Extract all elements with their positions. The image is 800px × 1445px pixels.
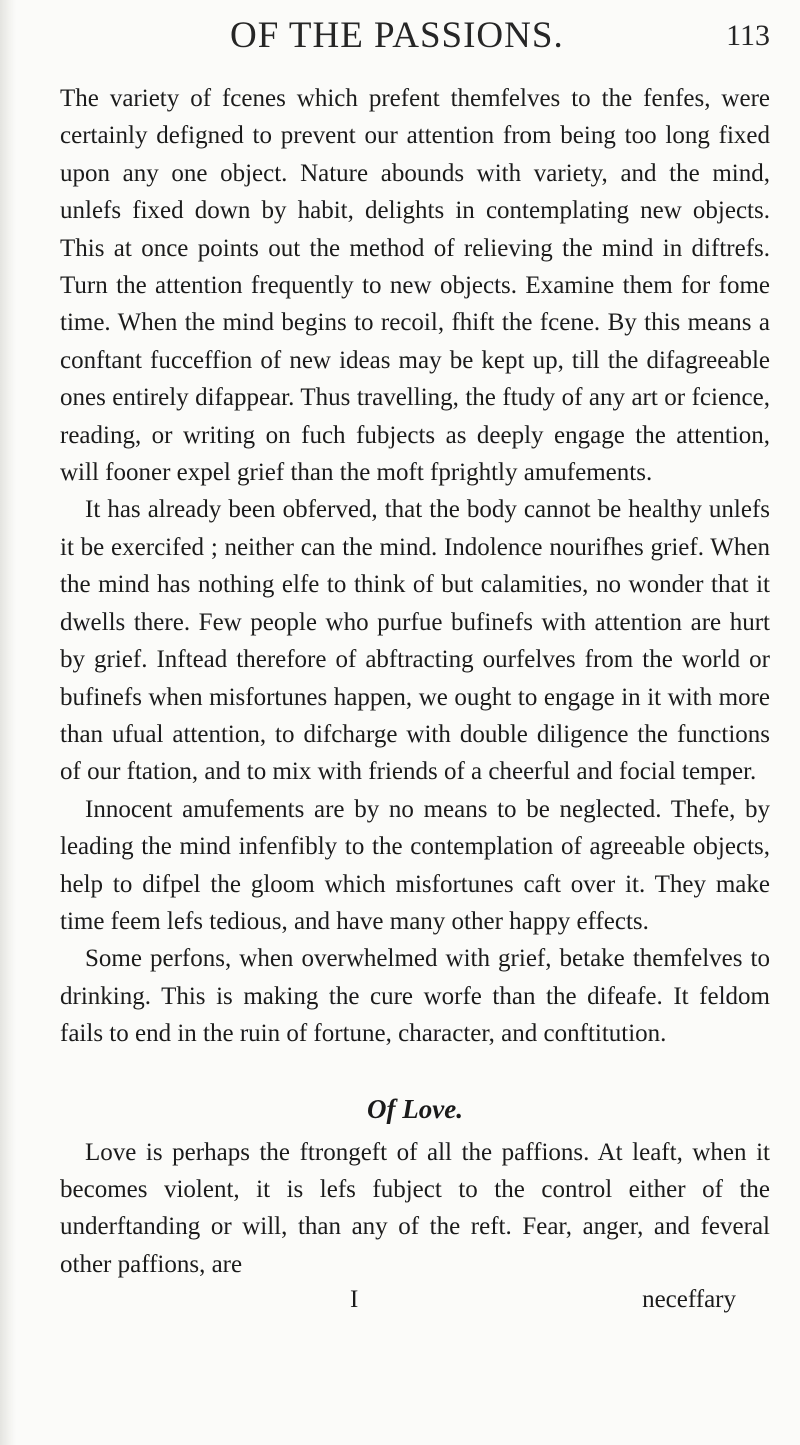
- running-head-title: OF THE PASSIONS.: [230, 15, 564, 56]
- paragraph-exercise: It has already been obferved, that the body cannot be healthy unlefs it be exercifed ; neither can the mind. Indolence nourifhes grief. When the mind has nothing elfe to think of but calamities, no wonder that it dwells there. Few people who purfue bufinefs with attention are hurt by grief. Inftead therefore of abftracting ourfelves from the world or bufinefs when misfortunes happen, we ought to engage in it with more than ufual attention, to difcharge with double diligence the functions of our ftation, and to mix with friends of a cheerful and focial temper.: [60, 496, 770, 786]
- running-head: [60, 8, 770, 80]
- paragraph-amusements: Innocent amufements are by no means to be neglected. Thefe, by leading the mind infenfibly to the contemplation of agreeable objects, help to difpel the gloom which misfortunes caft over it. They make time feem lefs tedious, and have many other happy effects.: [60, 795, 770, 935]
- paragraph-variety-of-scenes: The variety of fcenes which prefent themfelves to the fenfes, were certainly defigned to prevent our attention from being too long fixed upon any one object. Nature abounds with variety, and the mind, unlefs fixed down by habit, delights in contemplating new objects. This at once points out the method of relieving the mind in diftrefs. Turn the attention frequently to new objects. Examine them for fome time. When the mind begins to recoil, fhift the fcene. By this means a conftant fucceffion of new ideas may be kept up, till the difagreeable ones entirely difappear. Thus travelling, the ftudy of any art or fcience, reading, or writing on fuch fubjects as deeply engage the attention, will fooner expel grief than the moft fprightly amufements.: [60, 85, 770, 487]
- paragraph-love: Love is perhaps the ftrongeft of all the paffions. At leaft, when it becomes violent, it is lefs fubject to the control either of the underftanding or will, than any of the reft. Fear, anger, and feveral other paffions, are: [60, 1138, 770, 1278]
- book-page: [60, 8, 770, 1433]
- page-number: 113: [726, 19, 770, 52]
- body-text: [60, 80, 770, 1317]
- paragraph-drinking: Some perfons, when overwhelmed with grief, betake themfelves to drinking. This is making the cure worfe than the difeafe. It feldom fails to end in the ruin of fortune, character, and conftitution.: [60, 945, 770, 1048]
- signature-mark: I: [350, 1286, 359, 1314]
- catchword: neceffary: [642, 1286, 736, 1314]
- binding-gutter-shadow: [0, 0, 16, 1445]
- page-footer: [60, 1283, 770, 1317]
- section-heading-of-love: Of Love.: [367, 1093, 463, 1124]
